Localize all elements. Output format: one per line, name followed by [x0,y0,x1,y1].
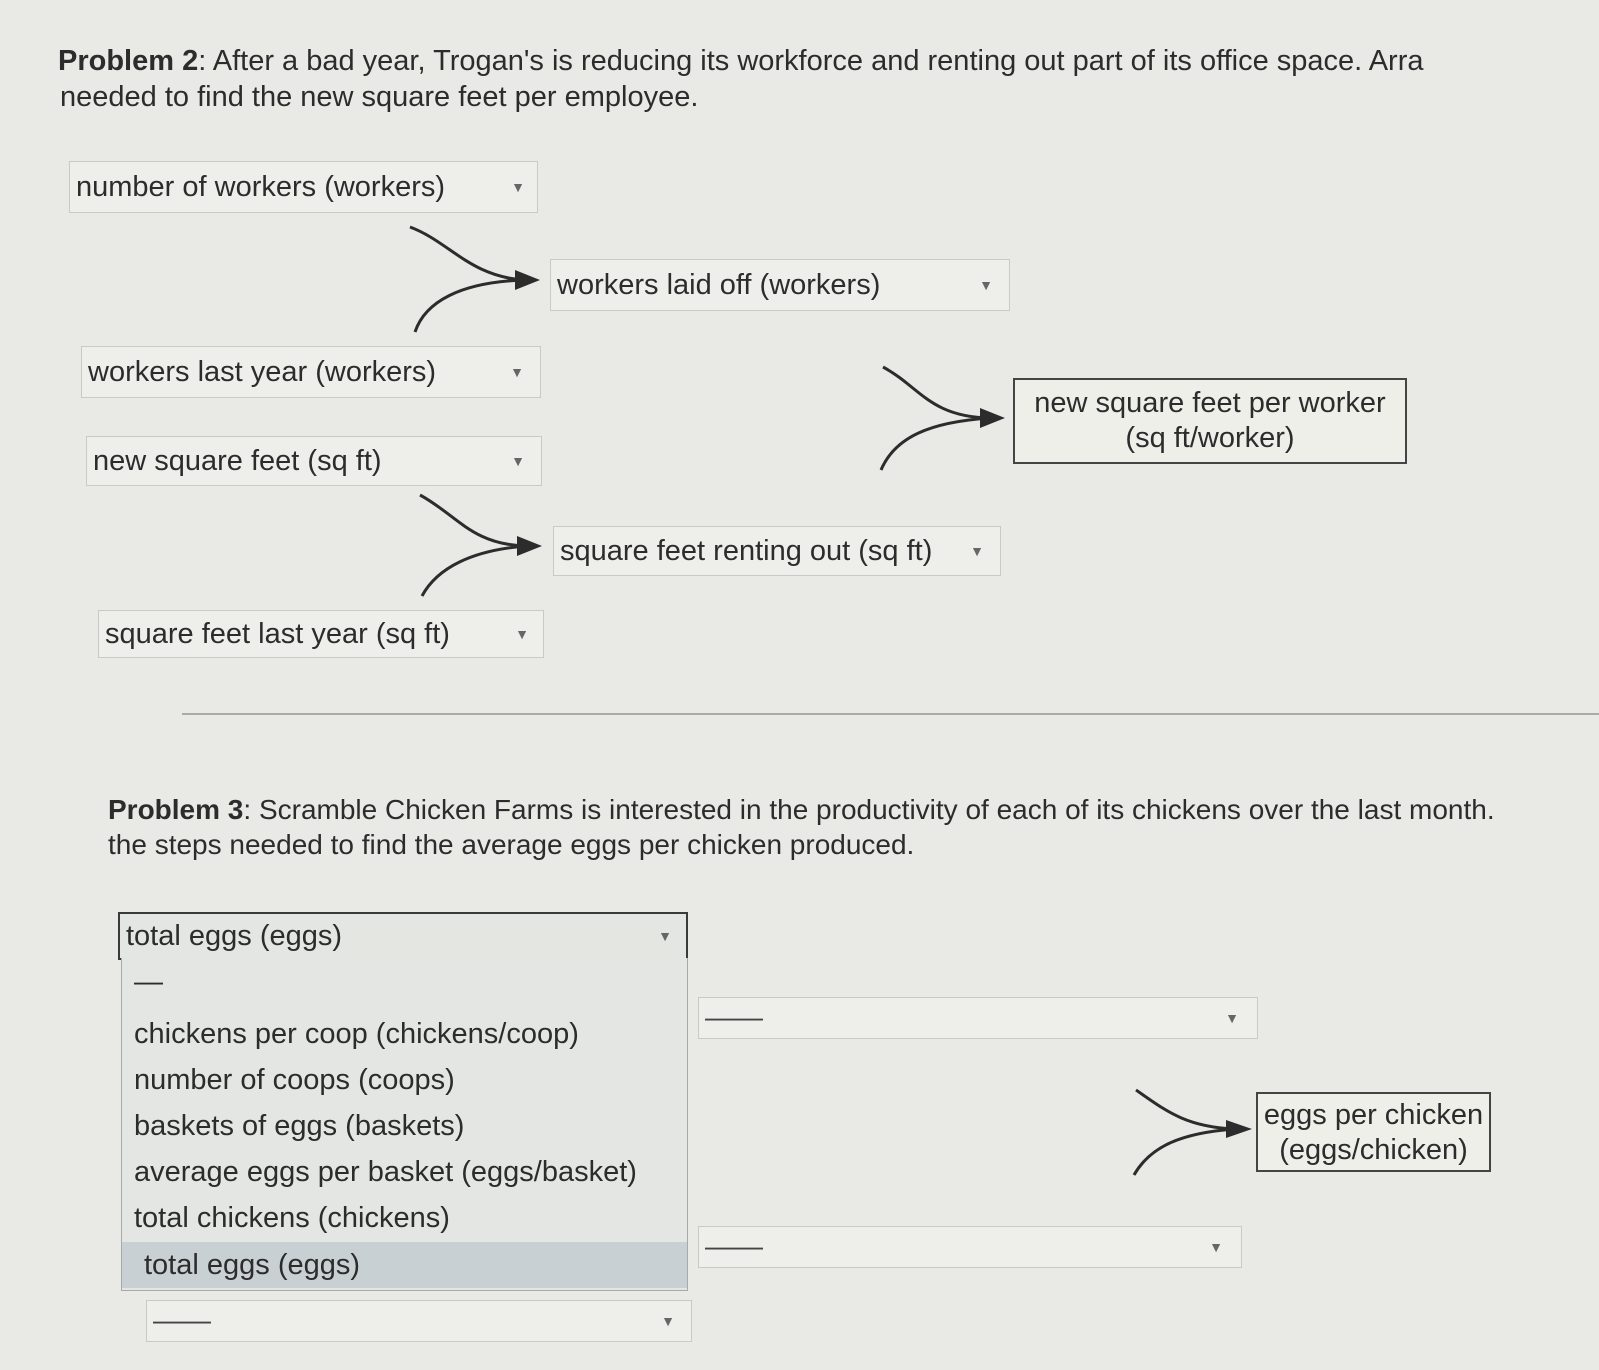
workers-last-year-dropdown[interactable] [81,346,541,398]
problem-3-label: Problem 3 [108,794,244,825]
new-square-feet-per-worker-result [1013,378,1407,464]
new-square-feet-dropdown[interactable] [86,436,542,486]
option-total-chickens[interactable]: total chickens (chickens) [134,1201,450,1234]
problem-2-statement: : After a bad year, Trogan's is reducing its workforce and renting out part of its office space. Arra [198,45,1424,77]
chevron-down-icon: ▼ [661,1313,675,1329]
problem-2-text [58,44,1599,78]
dropdown-value: workers last year (workers) [88,355,437,388]
chevron-down-icon: ▼ [1209,1239,1223,1255]
dropdown-value: —— [705,1001,763,1034]
dropdown-value: square feet renting out (sq ft) [560,534,933,567]
chevron-down-icon: ▼ [658,928,672,944]
problem-2-label: Problem 2 [58,45,199,77]
option-number-of-coops[interactable]: number of coops (coops) [134,1063,455,1096]
square-feet-renting-dropdown[interactable] [553,526,1001,576]
result-unit: (sq ft/worker) [1125,422,1295,454]
chevron-down-icon: ▼ [511,453,525,469]
step-dropdown-blank-1[interactable] [698,997,1258,1039]
problem-3-statement: : Scramble Chicken Farms is interested in the productivity of each of its chickens over the last month. [243,794,1495,825]
option-average-eggs-per-basket[interactable]: average eggs per basket (eggs/basket) [134,1155,637,1188]
result-label: new square feet per worker [1034,387,1386,419]
chevron-down-icon: ▼ [515,626,529,642]
eggs-per-chicken-result [1256,1092,1491,1172]
chevron-down-icon: ▼ [1225,1010,1239,1026]
step-dropdown-blank-3[interactable] [146,1300,692,1342]
merge-arrow-icon [875,362,1015,477]
result-label: eggs per chicken [1263,1099,1484,1131]
total-eggs-select-open[interactable] [118,912,688,960]
section-divider [182,713,1599,715]
dropdown-value: number of workers (workers) [76,170,446,203]
problem-3-text [108,793,1599,827]
chevron-down-icon: ▼ [511,179,525,195]
dropdown-value: —— [705,1230,763,1263]
option-baskets-of-eggs[interactable]: baskets of eggs (baskets) [134,1109,465,1142]
dropdown-options-list [121,958,688,1291]
step-dropdown-blank-2[interactable] [698,1226,1242,1268]
select-value: total eggs (eggs) [126,919,343,952]
option-chickens-per-coop[interactable]: chickens per coop (chickens/coop) [134,1017,579,1050]
chevron-down-icon: ▼ [979,277,993,293]
dropdown-value: new square feet (sq ft) [93,444,382,477]
chevron-down-icon: ▼ [510,364,524,380]
dropdown-value: —— [153,1304,211,1337]
option-total-eggs[interactable]: total eggs (eggs) [122,1242,687,1288]
problem-3-text-line2: the steps needed to find the average eggs per chicken produced. [108,829,915,860]
problem-2-text-line2: needed to find the new square feet per employee. [60,81,699,113]
square-feet-last-year-dropdown[interactable] [98,610,544,658]
merge-arrow-icon [400,222,550,337]
chevron-down-icon: ▼ [970,543,984,559]
result-unit: (eggs/chicken) [1279,1134,1468,1166]
merge-arrow-icon [412,490,552,602]
workers-dropdown[interactable] [69,161,538,213]
option-blank[interactable]: — [134,965,163,998]
dropdown-value: square feet last year (sq ft) [105,617,450,650]
dropdown-value: workers laid off (workers) [557,268,881,301]
merge-arrow-icon [1130,1085,1260,1180]
workers-laid-off-dropdown[interactable] [550,259,1010,311]
